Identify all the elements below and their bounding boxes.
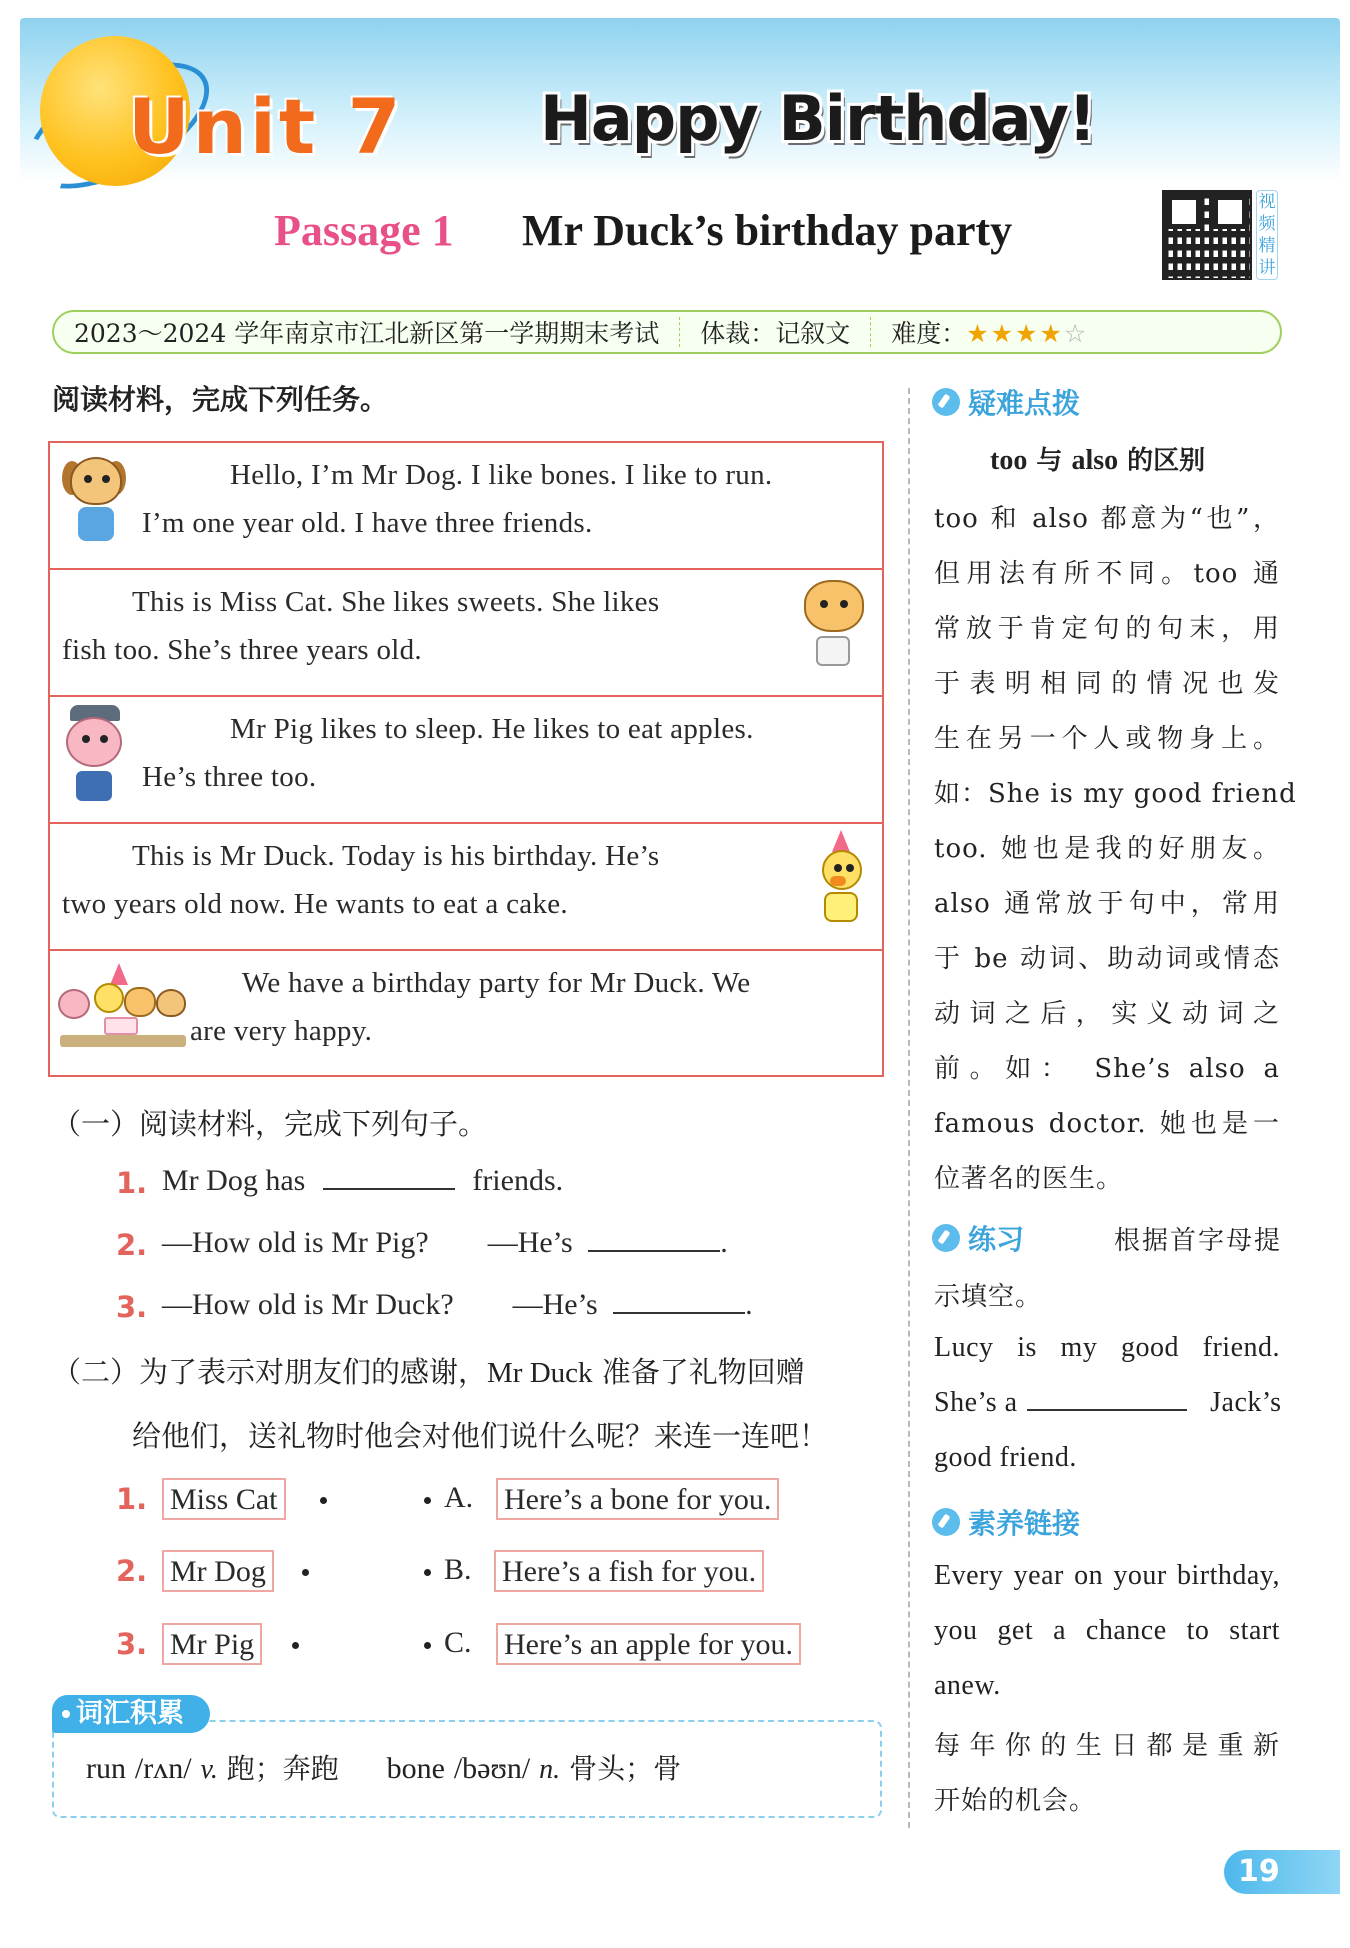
- duck-illustration-icon: [818, 830, 868, 940]
- tips-title: 疑难点拨: [968, 387, 1081, 420]
- lesson-title: Happy Birthday!: [540, 82, 1096, 155]
- page-number: 19: [1224, 1850, 1340, 1894]
- passage-paragraph-pig: [50, 697, 882, 824]
- question-text: —He’s: [512, 1288, 598, 1321]
- link-text: you get a chance to start: [934, 1615, 1280, 1646]
- question-2: [162, 1226, 728, 1260]
- part1-heading: （一）阅读材料，完成下列句子。: [52, 1107, 488, 1141]
- question-text: .: [745, 1288, 753, 1321]
- question-text: —How old is Mr Pig?: [162, 1226, 429, 1259]
- tips-line: famous doctor. 她也是一: [934, 1109, 1280, 1139]
- unit-title: Unit 7: [128, 82, 404, 171]
- qr-code-icon[interactable]: [1162, 190, 1252, 280]
- qr-label-char: 讲: [1258, 258, 1276, 278]
- vocabulary-entries: [86, 1747, 681, 1787]
- question-text: .: [720, 1226, 728, 1259]
- match-option-box[interactable]: Here’s an apple for you.: [496, 1623, 801, 1665]
- match-dot-right[interactable]: [424, 1642, 431, 1649]
- part2-heading-line2: 给他们，送礼物时他会对他们说什么呢？来连一连吧！: [132, 1419, 829, 1453]
- passage-line: This is Mr Duck. Today is his birthday. He’s: [132, 840, 660, 872]
- practice-heading: [932, 1218, 1282, 1258]
- question-number: 2.: [116, 1228, 148, 1262]
- link-title: 素养链接: [968, 1507, 1081, 1540]
- option-letter: B.: [444, 1553, 472, 1586]
- cat-illustration-icon: [800, 576, 870, 686]
- match-dot-left[interactable]: [320, 1497, 327, 1504]
- link-text: Every year on your birthday,: [934, 1560, 1280, 1591]
- question-number: 1.: [116, 1166, 148, 1200]
- answer-blank[interactable]: [588, 1228, 720, 1252]
- video-lesson-label[interactable]: [1256, 190, 1278, 280]
- link-line: [934, 1670, 1280, 1702]
- passage-paragraph-duck: [50, 824, 882, 951]
- practice-line: [934, 1387, 1280, 1419]
- link-line: [934, 1560, 1280, 1592]
- pencil-icon: [932, 1224, 960, 1252]
- vocabulary-tag: 词汇积累: [52, 1695, 210, 1733]
- question-text: —He’s: [487, 1226, 573, 1259]
- qr-label-char: 频: [1258, 214, 1276, 234]
- match-number: 2.: [116, 1554, 148, 1588]
- vocab-phonetic: /bəʊn/: [453, 1752, 531, 1785]
- genre-label: 体裁：记叙文: [700, 319, 851, 348]
- vocab-word: bone: [386, 1752, 445, 1785]
- tips-line: also 通常放于句中，常用: [934, 889, 1280, 919]
- practice-text: good friend.: [934, 1442, 1077, 1473]
- tips-line: 动词之后，实义动词之: [934, 999, 1280, 1029]
- part2-heading-line1: [52, 1350, 805, 1391]
- tips-line: 生在另一个人或物身上。: [934, 724, 1280, 754]
- practice-title: 练习: [968, 1223, 1025, 1256]
- match-option-box[interactable]: Here’s a fish for you.: [494, 1550, 764, 1592]
- tips-line: 常放于肯定句的句末，用: [934, 614, 1280, 644]
- link-heading: [932, 1502, 1080, 1542]
- star-icons: [966, 319, 1088, 348]
- option-letter: C.: [444, 1626, 472, 1659]
- practice-text: Jack’s: [1210, 1387, 1282, 1418]
- match-number: 3.: [116, 1627, 148, 1661]
- heading-text: Mr Duck: [487, 1357, 593, 1389]
- filled-stars: ★★★★: [966, 319, 1064, 348]
- heading-text: 准备了礼物回赠: [592, 1355, 805, 1389]
- link-line: [934, 1615, 1280, 1647]
- exam-source: 2023～2024 学年南京市江北新区第一学期期末考试: [74, 319, 660, 348]
- exam-info-bar: [52, 310, 1282, 354]
- match-dot-left[interactable]: [302, 1569, 309, 1576]
- difficulty-rating: [871, 314, 1108, 350]
- subtitle-text: too: [990, 445, 1028, 476]
- passage-line: two years old now. He wants to eat a cake.: [62, 888, 568, 920]
- vocab-phonetic: /rʌn/: [134, 1752, 192, 1785]
- passage-paragraph-cat: [50, 570, 882, 697]
- passage-line: He’s three too.: [142, 761, 317, 793]
- column-divider: [908, 388, 910, 1828]
- reading-passage: [48, 441, 884, 1077]
- link-line: 每年你的生日都是重新: [934, 1731, 1280, 1761]
- vocab-pos: n.: [539, 1754, 561, 1785]
- passage-title: Mr Duck’s birthday party: [522, 206, 1013, 255]
- qr-label-char: 精: [1258, 236, 1276, 256]
- tips-line: 前。如： She’s also a: [934, 1054, 1280, 1084]
- match-name-box[interactable]: Miss Cat: [162, 1478, 286, 1520]
- tips-heading: [932, 382, 1080, 422]
- match-name-box[interactable]: Mr Dog: [162, 1550, 274, 1592]
- match-option-box[interactable]: Here’s a bone for you.: [496, 1478, 779, 1520]
- subtitle-text: also: [1071, 445, 1119, 476]
- match-dot-right[interactable]: [424, 1497, 431, 1504]
- practice-line: 示填空。: [934, 1282, 1043, 1312]
- vocab-meaning: 跑；奔跑: [226, 1752, 339, 1785]
- passage-label: Passage 1: [274, 206, 454, 255]
- match-name-box[interactable]: Mr Pig: [162, 1623, 262, 1665]
- passage-line: fish too. She’s three years old.: [62, 634, 422, 666]
- passage-paragraph-party: [50, 951, 882, 1077]
- answer-blank[interactable]: [1027, 1389, 1187, 1411]
- empty-star: ☆: [1063, 319, 1089, 348]
- pig-illustration-icon: [58, 705, 130, 813]
- passage-paragraph-dog: [50, 443, 882, 570]
- qr-label-char: 视: [1258, 192, 1276, 212]
- tips-line: 于 be 动词、助动词或情态: [934, 944, 1280, 974]
- birthday-party-illustration-icon: [58, 963, 188, 1063]
- practice-line: [934, 1442, 1280, 1474]
- practice-text: She’s a: [934, 1387, 1018, 1418]
- practice-text: Lucy is my good friend.: [934, 1332, 1280, 1363]
- question-text: Mr Dog has: [162, 1164, 306, 1197]
- tips-line: 但用法有所不同。too 通: [934, 559, 1280, 589]
- question-number: 3.: [116, 1290, 148, 1324]
- practice-line: [934, 1332, 1280, 1364]
- answer-blank[interactable]: [323, 1166, 455, 1190]
- subtitle-text: 的区别: [1118, 446, 1206, 476]
- vocab-word: run: [86, 1752, 126, 1785]
- link-icon: [932, 1508, 960, 1536]
- answer-blank[interactable]: [613, 1290, 745, 1314]
- link-text: anew.: [934, 1670, 1001, 1701]
- question-text: friends.: [472, 1164, 564, 1197]
- tips-line: 位著名的医生。: [934, 1164, 1124, 1194]
- match-dot-right[interactable]: [424, 1569, 431, 1576]
- question-1: [162, 1164, 563, 1198]
- heading-text: （二）为了表示对朋友们的感谢，: [52, 1355, 488, 1389]
- passage-line: I’m one year old. I have three friends.: [142, 507, 593, 539]
- tips-line: too. 她也是我的好朋友。: [934, 834, 1280, 864]
- match-dot-left[interactable]: [292, 1642, 299, 1649]
- subtitle-text: 与: [1027, 446, 1072, 476]
- question-3: [162, 1288, 753, 1322]
- tips-subtitle: [990, 440, 1205, 477]
- passage-line: Hello, I’m Mr Dog. I like bones. I like to run.: [230, 459, 773, 491]
- task-instruction: 阅读材料，完成下列任务。: [52, 383, 389, 416]
- tips-line: too 和 also 都意为“也”，: [934, 504, 1280, 534]
- tips-line: 如：She is my good friend: [934, 779, 1297, 809]
- tips-line: 于表明相同的情况也发: [934, 669, 1280, 699]
- dog-illustration-icon: [60, 453, 130, 553]
- passage-line: Mr Pig likes to sleep. He likes to eat apples.: [230, 713, 754, 745]
- link-line: 开始的机会。: [934, 1786, 1097, 1816]
- passage-line: This is Miss Cat. She likes sweets. She likes: [132, 586, 660, 618]
- option-letter: A.: [444, 1481, 474, 1514]
- passage-line: We have a birthday party for Mr Duck. We: [242, 967, 751, 999]
- difficulty-label: 难度：: [891, 319, 967, 348]
- passage-line: are very happy.: [190, 1015, 373, 1047]
- question-text: —How old is Mr Duck?: [162, 1288, 454, 1321]
- match-number: 1.: [116, 1482, 148, 1516]
- vocab-meaning: 骨头；骨: [569, 1752, 682, 1785]
- vocab-pos: v.: [200, 1754, 218, 1785]
- pencil-icon: [932, 388, 960, 416]
- practice-instruction: 根据首字母提: [1113, 1225, 1282, 1256]
